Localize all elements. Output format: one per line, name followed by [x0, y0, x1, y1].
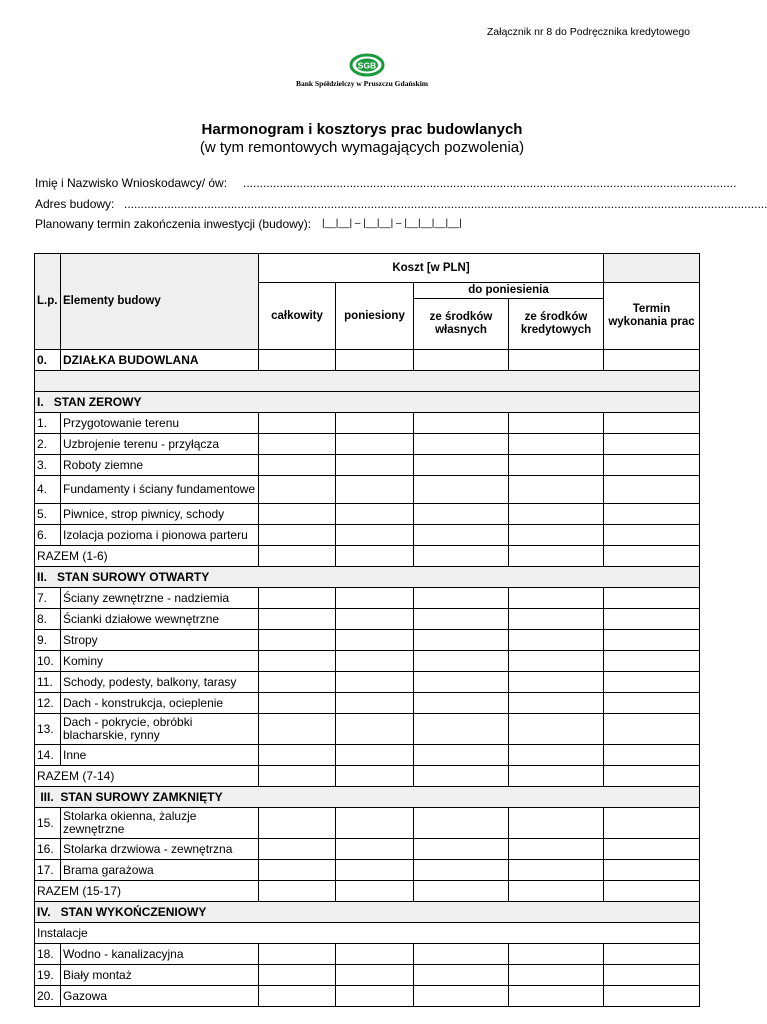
cell-total[interactable]: [259, 714, 336, 745]
row-name: Kominy: [61, 651, 259, 672]
cell-own-funds[interactable]: [414, 651, 509, 672]
row-lp: 15.: [35, 808, 61, 839]
cell-incurred[interactable]: [336, 609, 414, 630]
cell-deadline[interactable]: [604, 965, 700, 986]
cell-deadline[interactable]: [604, 766, 700, 787]
cell-total[interactable]: [259, 588, 336, 609]
row-name: Stolarka okienna, żaluzje zewnętrzne: [61, 808, 259, 839]
cell-total[interactable]: [259, 808, 336, 839]
cell-own-funds[interactable]: [414, 350, 509, 371]
cell-deadline[interactable]: [604, 434, 700, 455]
cell-incurred[interactable]: [336, 413, 414, 434]
header-deadline: Termin wykonania prac: [604, 283, 700, 350]
cell-credit-funds[interactable]: [509, 350, 604, 371]
cell-deadline[interactable]: [604, 672, 700, 693]
cell-deadline[interactable]: [604, 714, 700, 745]
cell-credit-funds[interactable]: [509, 672, 604, 693]
cell-credit-funds[interactable]: [509, 839, 604, 860]
cell-incurred[interactable]: [336, 986, 414, 1007]
cell-credit-funds[interactable]: [509, 504, 604, 525]
row-lp: 0.: [35, 350, 61, 371]
cell-own-funds[interactable]: [414, 714, 509, 745]
row-lp: 20.: [35, 986, 61, 1007]
cell-credit-funds[interactable]: [509, 546, 604, 567]
cell-credit-funds[interactable]: [509, 714, 604, 745]
cell-deadline[interactable]: [604, 745, 700, 766]
row-lp: 4.: [35, 476, 61, 504]
row-lp: 17.: [35, 860, 61, 881]
cell-deadline[interactable]: [604, 808, 700, 839]
cell-total[interactable]: [259, 413, 336, 434]
cell-deadline[interactable]: [604, 630, 700, 651]
cell-total[interactable]: [259, 766, 336, 787]
cell-total[interactable]: [259, 609, 336, 630]
logo-caption: Bank Spółdzielczy w Pruszczu Gdańskim: [295, 79, 429, 88]
cell-credit-funds[interactable]: [509, 944, 604, 965]
cell-incurred[interactable]: [336, 860, 414, 881]
cell-credit-funds[interactable]: [509, 525, 604, 546]
cell-credit-funds[interactable]: [509, 860, 604, 881]
cell-incurred[interactable]: [336, 881, 414, 902]
cell-credit-funds[interactable]: [509, 434, 604, 455]
header-total: całkowity: [259, 283, 336, 350]
row-name: Wodno - kanalizacyjna: [61, 944, 259, 965]
deadline-date-field[interactable]: |__|__| – |__|__| – |__|__|__|__|: [322, 218, 462, 229]
row-name: Biały montaż: [61, 965, 259, 986]
row-lp: 3.: [35, 455, 61, 476]
cell-credit-funds[interactable]: [509, 986, 604, 1007]
cell-deadline[interactable]: [604, 504, 700, 525]
cell-own-funds[interactable]: [414, 525, 509, 546]
cell-deadline[interactable]: [604, 860, 700, 881]
cell-credit-funds[interactable]: [509, 455, 604, 476]
cell-deadline[interactable]: [604, 609, 700, 630]
row-name: Przygotowanie terenu: [61, 413, 259, 434]
cell-credit-funds[interactable]: [509, 881, 604, 902]
logo-text: SGB: [357, 60, 377, 71]
cell-own-funds[interactable]: [414, 504, 509, 525]
row-name: Piwnice, strop piwnicy, schody: [61, 504, 259, 525]
row-name: DZIAŁKA BUDOWLANA: [61, 350, 259, 371]
spacer-row: [35, 371, 700, 392]
cell-total[interactable]: [259, 504, 336, 525]
cell-deadline[interactable]: [604, 546, 700, 567]
cell-incurred[interactable]: [336, 546, 414, 567]
annex-note: Załącznik nr 8 do Podręcznika kredytowego: [486, 26, 690, 38]
row-name: Ściany zewnętrzne - nadziemia: [61, 588, 259, 609]
row-name: Schody, podesty, balkony, tarasy: [61, 672, 259, 693]
cell-total[interactable]: [259, 881, 336, 902]
cell-own-funds[interactable]: [414, 808, 509, 839]
row-lp: 19.: [35, 965, 61, 986]
cell-incurred[interactable]: [336, 965, 414, 986]
cell-total[interactable]: [259, 860, 336, 881]
cell-own-funds[interactable]: [414, 672, 509, 693]
section-heading: II. STAN SUROWY OTWARTY: [35, 567, 700, 588]
row-name: Ścianki działowe wewnętrzne: [61, 609, 259, 630]
cell-own-funds[interactable]: [414, 434, 509, 455]
cell-deadline[interactable]: [604, 651, 700, 672]
row-name: Dach - pokrycie, obróbki blacharskie, rynny: [61, 714, 259, 745]
row-lp: 12.: [35, 693, 61, 714]
cell-credit-funds[interactable]: [509, 808, 604, 839]
row-name: Stolarka drzwiowa - zewnętrzna: [61, 839, 259, 860]
cell-total[interactable]: [259, 944, 336, 965]
subtotal-label: RAZEM (1-6): [35, 546, 259, 567]
header-to-incur: do poniesienia: [414, 283, 604, 299]
cell-incurred[interactable]: [336, 808, 414, 839]
row-name: Roboty ziemne: [61, 455, 259, 476]
row-name: Fundamenty i ściany fundamentowe: [61, 476, 259, 504]
cell-total[interactable]: [259, 455, 336, 476]
cell-total[interactable]: [259, 525, 336, 546]
cell-incurred[interactable]: [336, 766, 414, 787]
cell-own-funds[interactable]: [414, 546, 509, 567]
cell-own-funds[interactable]: [414, 860, 509, 881]
document-subtitle: (w tym remontowych wymagających pozwolenia): [199, 139, 525, 156]
cell-incurred[interactable]: [336, 350, 414, 371]
cell-own-funds[interactable]: [414, 881, 509, 902]
row-lp: 13.: [35, 714, 61, 745]
row-lp: 16.: [35, 839, 61, 860]
row-name: Uzbrojenie terenu - przyłącza: [61, 434, 259, 455]
subtotal-label: RAZEM (15-17): [35, 881, 259, 902]
cell-deadline[interactable]: [604, 350, 700, 371]
cell-deadline[interactable]: [604, 944, 700, 965]
cell-credit-funds[interactable]: [509, 476, 604, 504]
cell-deadline[interactable]: [604, 881, 700, 902]
cell-total[interactable]: [259, 434, 336, 455]
cell-credit-funds[interactable]: [509, 588, 604, 609]
cell-deadline[interactable]: [604, 986, 700, 1007]
cell-incurred[interactable]: [336, 476, 414, 504]
cell-own-funds[interactable]: [414, 693, 509, 714]
row-name: Inne: [61, 745, 259, 766]
cell-total[interactable]: [259, 546, 336, 567]
header-own-funds: ze środków własnych: [414, 299, 509, 350]
header-elements: Elementy budowy: [61, 254, 259, 350]
cell-deadline[interactable]: [604, 588, 700, 609]
cell-own-funds[interactable]: [414, 986, 509, 1007]
section-heading: IV. STAN WYKOŃCZENIOWY: [35, 902, 700, 923]
cell-total[interactable]: [259, 672, 336, 693]
row-lp: 1.: [35, 413, 61, 434]
cell-own-funds[interactable]: [414, 839, 509, 860]
address-field[interactable]: .................................................................................................................................................................................................: [124, 197, 767, 211]
cell-total[interactable]: [259, 630, 336, 651]
cell-own-funds[interactable]: [414, 455, 509, 476]
deadline-label: Planowany termin zakończenia inwestycji (budowy):: [35, 217, 312, 231]
cell-incurred[interactable]: [336, 672, 414, 693]
cell-incurred[interactable]: [336, 745, 414, 766]
row-name: Gazowa: [61, 986, 259, 1007]
row-lp: 18.: [35, 944, 61, 965]
row-lp: 14.: [35, 745, 61, 766]
row-lp: 5.: [35, 504, 61, 525]
cell-incurred[interactable]: [336, 455, 414, 476]
cell-credit-funds[interactable]: [509, 609, 604, 630]
header-cost: Koszt [w PLN]: [259, 254, 604, 283]
row-lp: 10.: [35, 651, 61, 672]
cell-deadline[interactable]: [604, 839, 700, 860]
cell-incurred[interactable]: [336, 944, 414, 965]
cell-deadline[interactable]: [604, 455, 700, 476]
cell-incurred[interactable]: [336, 525, 414, 546]
applicant-field[interactable]: ....................................................................................................................................................: [243, 176, 737, 190]
cell-credit-funds[interactable]: [509, 413, 604, 434]
cell-incurred[interactable]: [336, 630, 414, 651]
cell-credit-funds[interactable]: [509, 651, 604, 672]
cell-total[interactable]: [259, 476, 336, 504]
row-lp: 7.: [35, 588, 61, 609]
cell-own-funds[interactable]: [414, 588, 509, 609]
row-lp: 8.: [35, 609, 61, 630]
cell-total[interactable]: [259, 693, 336, 714]
cell-own-funds[interactable]: [414, 745, 509, 766]
cell-credit-funds[interactable]: [509, 630, 604, 651]
cell-deadline[interactable]: [604, 413, 700, 434]
cell-own-funds[interactable]: [414, 630, 509, 651]
section-heading: I. STAN ZEROWY: [35, 392, 700, 413]
header-credit-funds: ze środków kredytowych: [509, 299, 604, 350]
cell-own-funds[interactable]: [414, 766, 509, 787]
cell-own-funds[interactable]: [414, 413, 509, 434]
row-name: Izolacja pozioma i pionowa parteru: [61, 525, 259, 546]
cell-incurred[interactable]: [336, 434, 414, 455]
subsection-heading: Instalacje: [35, 923, 700, 944]
cell-incurred[interactable]: [336, 714, 414, 745]
row-lp: 2.: [35, 434, 61, 455]
row-name: Stropy: [61, 630, 259, 651]
cell-incurred[interactable]: [336, 693, 414, 714]
section-heading: III. STAN SUROWY ZAMKNIĘTY: [35, 787, 700, 808]
cell-total[interactable]: [259, 965, 336, 986]
applicant-label: Imię i Nazwisko Wnioskodawcy/ ów:: [35, 176, 228, 190]
subtotal-label: RAZEM (7-14): [35, 766, 259, 787]
cell-total[interactable]: [259, 350, 336, 371]
cell-total[interactable]: [259, 651, 336, 672]
cell-incurred[interactable]: [336, 839, 414, 860]
cell-deadline[interactable]: [604, 693, 700, 714]
cell-total[interactable]: [259, 745, 336, 766]
row-name: Dach - konstrukcja, ocieplenie: [61, 693, 259, 714]
cell-own-funds[interactable]: [414, 476, 509, 504]
cell-incurred[interactable]: [336, 651, 414, 672]
row-name: Brama garażowa: [61, 860, 259, 881]
row-lp: 11.: [35, 672, 61, 693]
cell-total[interactable]: [259, 839, 336, 860]
cell-own-funds[interactable]: [414, 609, 509, 630]
cell-deadline[interactable]: [604, 476, 700, 504]
cell-own-funds[interactable]: [414, 944, 509, 965]
cell-incurred[interactable]: [336, 588, 414, 609]
cell-deadline[interactable]: [604, 525, 700, 546]
header-incurred: poniesiony: [336, 283, 414, 350]
cell-total[interactable]: [259, 986, 336, 1007]
address-label: Adres budowy:: [35, 197, 115, 211]
header-deadline-top: [604, 254, 700, 283]
row-lp: 9.: [35, 630, 61, 651]
row-lp: 6.: [35, 525, 61, 546]
header-lp: L.p.: [35, 254, 61, 350]
cell-credit-funds[interactable]: [509, 766, 604, 787]
schedule-table: [34, 253, 700, 1007]
cell-incurred[interactable]: [336, 504, 414, 525]
cell-credit-funds[interactable]: [509, 693, 604, 714]
cell-credit-funds[interactable]: [509, 745, 604, 766]
cell-own-funds[interactable]: [414, 965, 509, 986]
cell-credit-funds[interactable]: [509, 965, 604, 986]
document-title: Harmonogram i kosztorys prac budowlanych: [201, 121, 523, 138]
